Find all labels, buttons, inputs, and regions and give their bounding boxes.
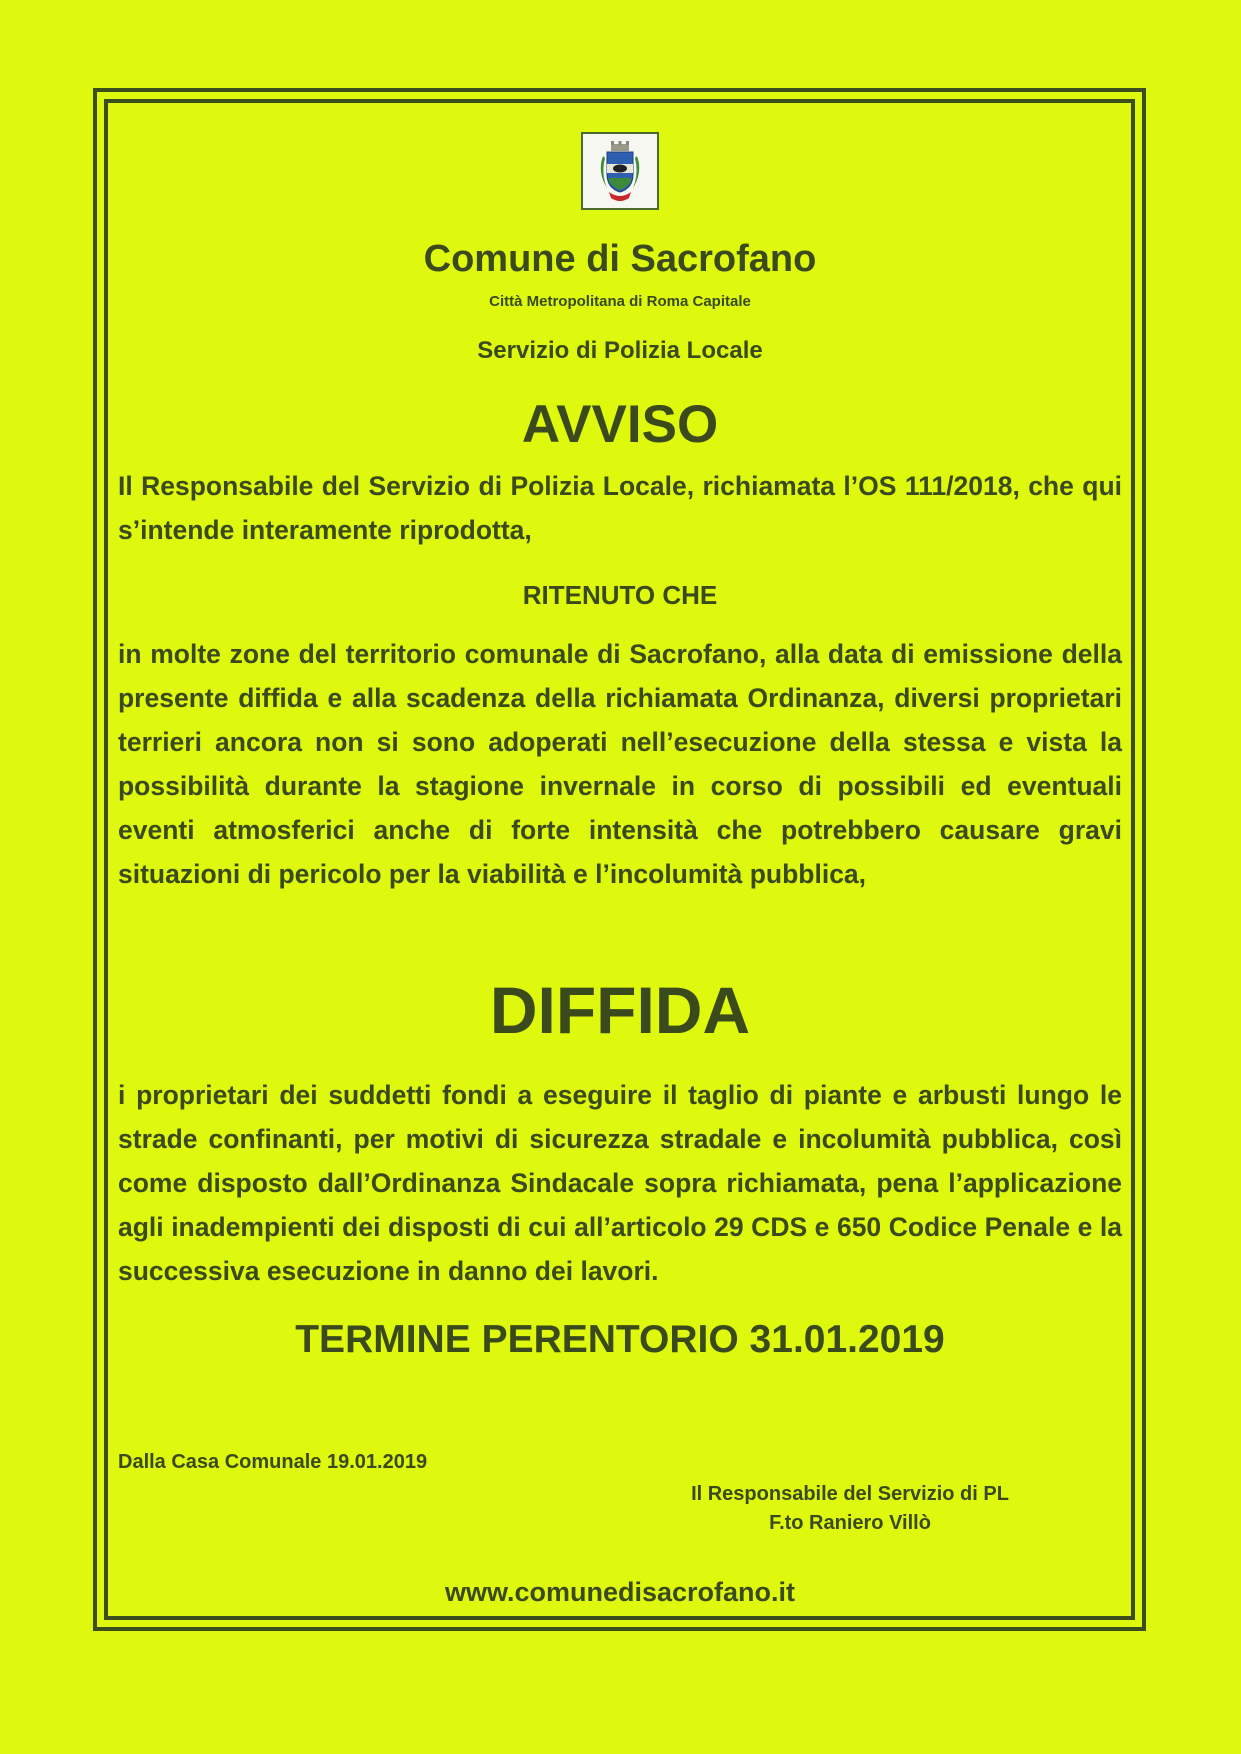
ritenuto-paragraph: in molte zone del territorio comunale di Sacrofano, alla data di emissione della presente diffida e alla scadenza della richiamata Ordinanza, diversi proprietari terrieri ancora non si sono adoperati nell’esecuzione della stessa e vista la possibilità durante la stagione invernale in corso di possibili ed eventuali eventi atmosferici anche di forte intensità che potrebbero causare gravi situazioni di pericolo per la viabilità e l’incolumità pubblica,: [118, 639, 1122, 889]
avviso-heading: AVVISO: [521, 395, 719, 454]
coat-of-arms-icon: [581, 132, 659, 210]
deadline-heading: TERMINE PERENTORIO 31.01.2019: [295, 1318, 945, 1361]
diffida-heading: DIFFIDA: [489, 973, 751, 1047]
ritenuto-heading: RITENUTO CHE: [522, 580, 718, 610]
intro-paragraph: Il Responsabile del Servizio di Polizia Locale, richiamata l’OS 111/2018, che qui s’intende interamente riprodotta,: [118, 471, 1122, 545]
signature-name: F.to Raniero Villò: [769, 1512, 931, 1534]
issue-date: Dalla Casa Comunale 19.01.2019: [118, 1451, 428, 1473]
signature-role: Il Responsabile del Servizio di PL: [691, 1483, 1009, 1505]
service-name: Servizio di Polizia Locale: [477, 337, 763, 364]
diffida-paragraph: i proprietari dei suddetti fondi a eseguire il taglio di piante e arbusti lungo le strade confinanti, per motivi di sicurezza stradale e incolumità pubblica, così come disposto dall’Ordinanza Sindacale sopra richiamata, pena l’applicazione agli inadempienti dei disposti di cui all’articolo 29 CDS e 650 Codice Penale e la successiva esecuzione in danno dei lavori.: [118, 1080, 1122, 1286]
signature-block: [660, 1480, 1040, 1538]
page-title: Comune di Sacrofano: [423, 238, 817, 280]
page-subtitle: Città Metropolitana di Roma Capitale: [489, 293, 751, 310]
website-link[interactable]: www.comunedisacrofano.it: [444, 1577, 796, 1607]
